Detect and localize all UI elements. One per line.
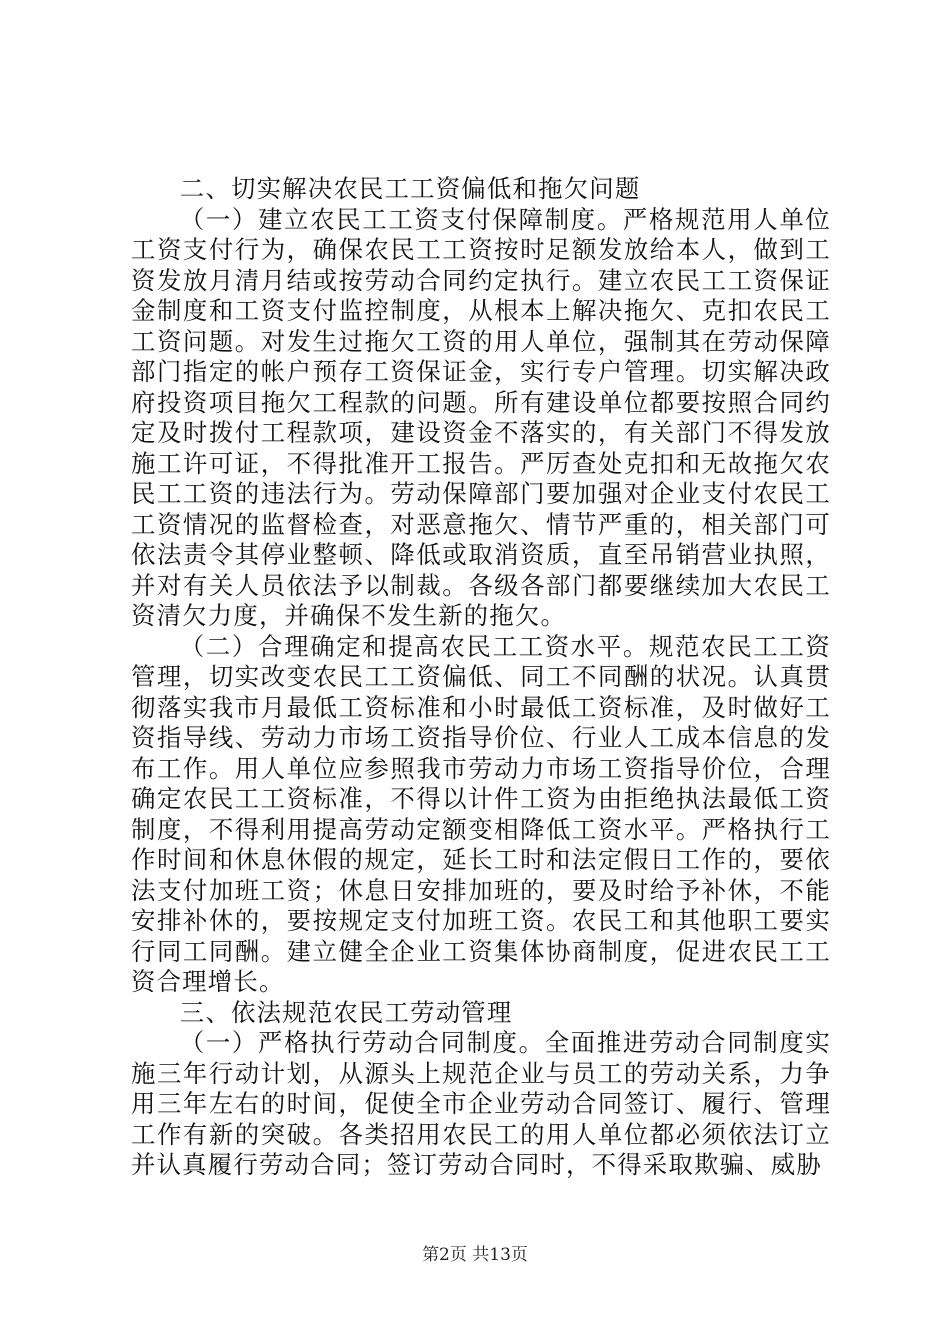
document-body <box>131 174 831 1181</box>
paragraph-wage-payment-guarantee: （一）建立农民工工资支付保障制度。严格规范用人单位工资支付行为，确保农民工工资按时足额发放给本人，做到工资发放月清月结或按劳动合同约定执行。建立农民工工资保证金制度和工资支付监控制度，从根本上解决拖欠、克扣农民工工资问题。对发生过拖欠工资的用人单位，强制其在劳动保障部门指定的帐户预存工资保证金，实行专户管理。切实解决政府投资项目拖欠工程款的问题。所有建设单位都要按照合同约定及时拨付工程款项，建设资金不落实的，有关部门不得发放施工许可证，不得批准开工报告。严厉查处克扣和无故拖欠农民工工资的违法行为。劳动保障部门要加强对企业支付农民工工资情况的监督检查，对恶意拖欠、情节严重的，相关部门可依法责令其停业整顿、降低或取消资质，直至吊销营业执照，并对有关人员依法予以制裁。各级各部门都要继续加大农民工资清欠力度，并确保不发生新的拖欠。 <box>131 204 831 630</box>
paragraph-labor-contract: （一）严格执行劳动合同制度。全面推进劳动合同制度实施三年行动计划，从源头上规范企业与员工的劳动关系，力争用三年左右的时间，促使全市企业劳动合同签订、履行、管理工作有新的突破。各类招用农民工的用人单位都必须依法订立并认真履行劳动合同；签订劳动合同时，不得采取欺骗、威胁 <box>131 1028 831 1179</box>
paragraph-wage-level: （二）合理确定和提高农民工工资水平。规范农民工工资管理，切实改变农民工工资偏低、同工不同酬的状况。认真贯彻落实我市月最低工资标准和小时最低工资标准，及时做好工资指导线、劳动力市场工资指导价位、行业人工成本信息的发布工作。用人单位应参照我市劳动力市场工资指导价位，合理确定农民工工资标准，不得以计件工资为由拒绝执法最低工资制度，不得利用提高劳动定额变相降低工资水平。严格执行工作时间和休息休假的规定，延长工时和法定假日工作的，要依法支付加班工资；休息日安排加班的，要及时给予补休，不能安排补休的，要按规定支付加班工资。农民工和其他职工要实行同工同酬。建立健全企业工资集体协商制度，促进农民工工资合理增长。 <box>131 631 831 996</box>
page-footer: 第2页 共13页 <box>422 1245 528 1265</box>
section-heading-3: 三、依法规范农民工劳动管理 <box>179 997 513 1027</box>
section-heading-2: 二、切实解决农民工工资偏低和拖欠问题 <box>179 174 641 203</box>
